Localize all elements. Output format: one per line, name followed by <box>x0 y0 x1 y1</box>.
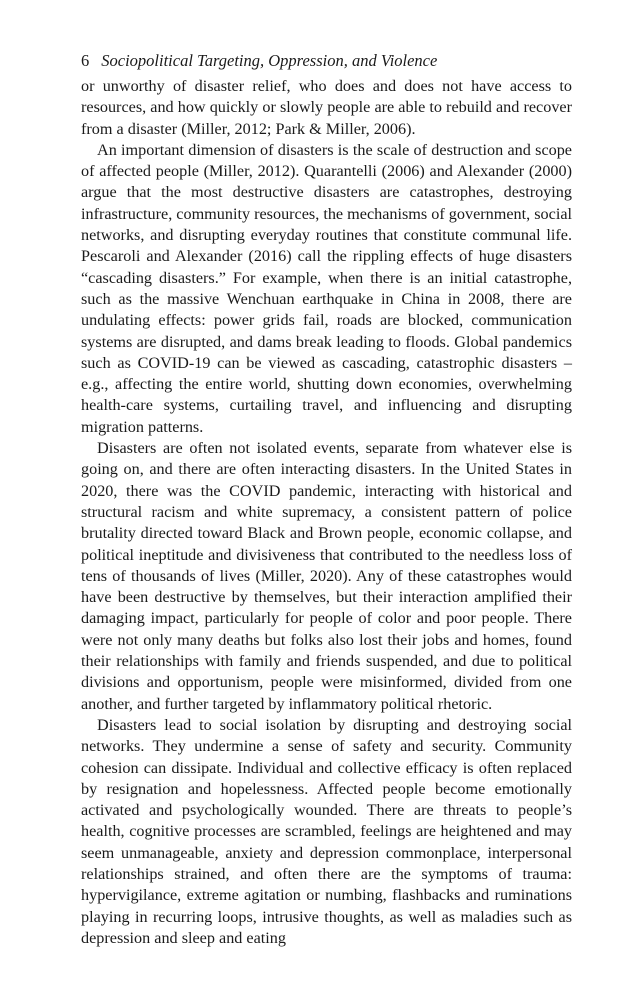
book-page <box>81 50 572 949</box>
page-number: 6 <box>81 51 90 70</box>
body-text <box>81 76 572 949</box>
paragraph-continued: or unworthy of disaster relief, who does and does not have access to resources, and how quickly or slowly people are able to rebuild and recover from a disaster (Miller, 2012; Park & Miller, 2006). <box>81 77 572 138</box>
paragraph-disaster-scale: An important dimension of disasters is the scale of destruction and scope of affected people (Miller, 2012). Quarantelli (2006) and Alexander (2000) argue that the most destructive disasters are catastrophes, destroying infrastructure, community resources, the mechanisms of government, social networks, and disrupting everyday routines that constitute communal life. Pescaroli and Alexander (2016) call the rippling effects of huge disasters “cascading disasters.” For example, when there is an initial catastrophe, such as the massive Wenchuan earthquake in China in 2008, there are undulating effects: power grids fail, roads are blocked, communication systems are disrupted, and dams break leading to floods. Global pandemics such as COVID-19 can be viewed as cascading, catastrophic disasters – e.g., affecting the entire world, shutting down economies, overwhelming health-care systems, curtailing travel, and influencing and disrupting migration patterns. <box>81 140 572 436</box>
paragraph-interacting-disasters: Disasters are often not isolated events, separate from whatever else is going on, and there are often interacting disasters. In the United States in 2020, there was the COVID pandemic, interacting with historical and structural racism and white supremacy, a consistent pattern of police brutality directed toward Black and Brown people, economic collapse, and political ineptitude and divisiveness that contributed to the needless loss of tens of thousands of lives (Miller, 2020). Any of these catastrophes would have been destructive by themselves, but their interaction amplified their damaging impact, particularly for people of color and poor people. There were not only many deaths but folks also lost their jobs and homes, found their relationships with family and friends suspended, and due to political divisions and opportunism, people were misinformed, divided from one another, and further targeted by inflammatory political rhetoric. <box>81 439 572 713</box>
paragraph-social-isolation: Disasters lead to social isolation by disrupting and destroying social networks. They undermine a sense of safety and security. Community cohesion can dissipate. Individual and collective efficacy is often replaced by resignation and hopelessness. Affected people become emotionally activated and psychologically wounded. There are threats to people’s health, cognitive processes are scrambled, feelings are heightened and may seem unmanageable, anxiety and depression commonplace, interpersonal relationships strained, and often there are the symptoms of trauma: hypervigilance, extreme agitation or numbing, flashbacks and ruminations playing in recurring loops, intrusive thoughts, as well as maladies such as depression and sleep and eating <box>81 715 572 947</box>
running-head <box>81 50 572 76</box>
running-title: Sociopolitical Targeting, Oppression, and Violence <box>101 51 438 70</box>
